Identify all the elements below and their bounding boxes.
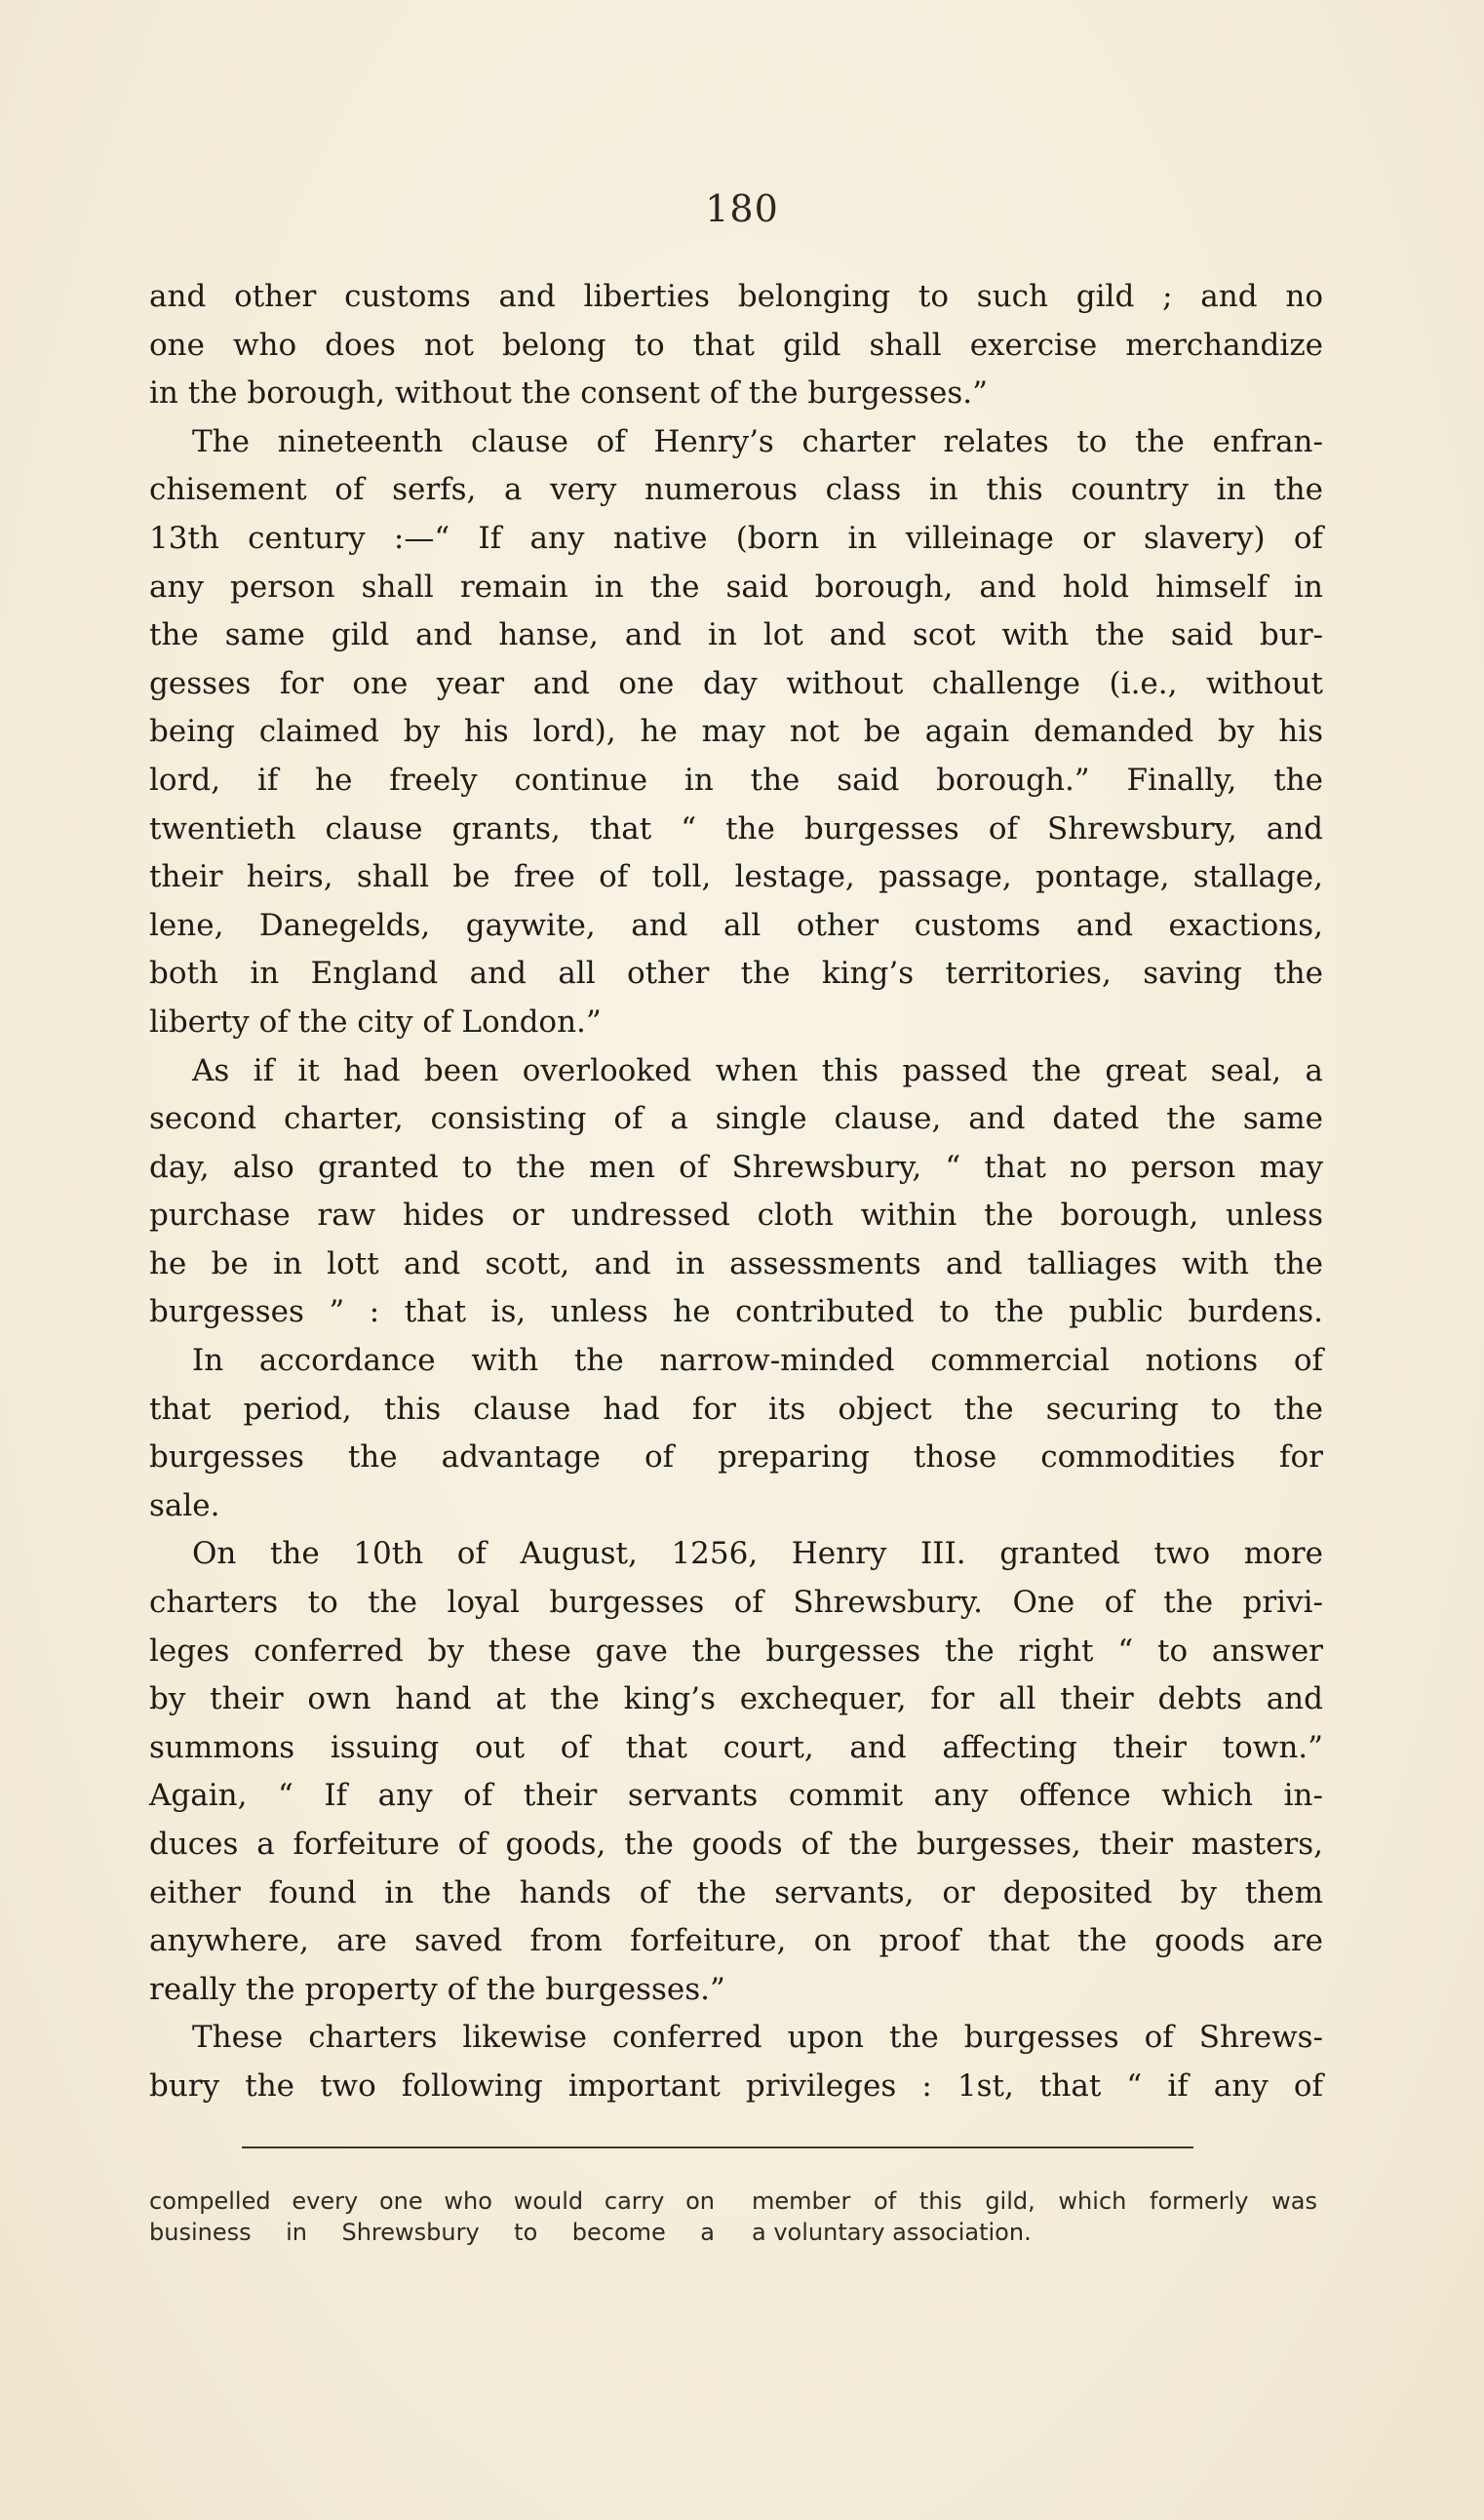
text-line: Again, “ If any of their servants commit any offence which in-	[149, 1778, 1323, 1814]
text-line: bury the two following important privileges : 1st, that “ if any of	[149, 2067, 1323, 2104]
text-line: In accordance with the narrow-minded commercial notions of	[192, 1343, 1323, 1379]
footnote-line: member of this gild, which formerly was	[752, 2187, 1317, 2215]
paragraph	[149, 2014, 1323, 2110]
text-line: any person shall remain in the said borough, and hold himself in	[149, 569, 1323, 605]
text-line: he be in lott and scott, and in assessments and talliages with the	[149, 1245, 1323, 1281]
text-line: anywhere, are saved from forfeiture, on proof that the goods are	[149, 1923, 1323, 1959]
text-line: lord, if he freely continue in the said borough.” Finally, the	[149, 762, 1323, 798]
text-line: both in England and all other the king’s territories, saving the	[149, 956, 1323, 992]
text-line: duces a forfeiture of goods, the goods of the burgesses, their masters,	[149, 1827, 1323, 1862]
text-line: by their own hand at the king’s exchequer, for all their debts and	[149, 1681, 1323, 1717]
text-line: lene, Danegelds, gaywite, and all other customs and exactions,	[149, 907, 1323, 943]
text-line: in the borough, without the consent of the burgesses.”	[149, 375, 988, 412]
footnote-column-right	[752, 2185, 1317, 2248]
text-line: purchase raw hides or undressed cloth within the borough, unless	[149, 1198, 1323, 1234]
text-line: burgesses ” : that is, unless he contributed to the public burdens.	[149, 1294, 1323, 1330]
text-line: the same gild and hanse, and in lot and scot with the said bur-	[149, 617, 1323, 653]
page-number: 180	[705, 187, 779, 230]
text-line: On the 10th of August, 1256, Henry III. granted two more	[192, 1536, 1323, 1572]
text-line: leges conferred by these gave the burgesses the right “ to answer	[149, 1633, 1323, 1669]
text-line: second charter, consisting of a single clause, and dated the same	[149, 1101, 1323, 1137]
paragraph	[149, 418, 1323, 1047]
footnote-line: business in Shrewsbury to become a	[149, 2219, 715, 2246]
text-line: The nineteenth clause of Henry’s charter relates to the enfran-	[192, 423, 1323, 459]
paragraph	[149, 273, 1323, 418]
text-line: summons issuing out of that court, and affecting their town.”	[149, 1729, 1323, 1765]
footnote-column-left	[149, 2185, 715, 2248]
footnote-line: a voluntary association.	[752, 2219, 1032, 2246]
text-line: gesses for one year and one day without challenge (i.e., without	[149, 665, 1323, 701]
footnote-line: compelled every one who would carry on	[149, 2187, 715, 2215]
text-line: These charters likewise conferred upon the burgesses of Shrews-	[192, 2020, 1323, 2056]
body-text	[149, 273, 1323, 2111]
text-line: burgesses the advantage of preparing those commodities for	[149, 1439, 1323, 1476]
text-line: that period, this clause had for its object the securing to the	[149, 1391, 1323, 1427]
text-line: one who does not belong to that gild shall exercise merchandize	[149, 327, 1323, 363]
text-line: really the property of the burgesses.”	[149, 1971, 725, 2007]
text-line: and other customs and liberties belonging to such gild ; and no	[149, 279, 1323, 314]
text-line: 13th century :—“ If any native (born in villeinage or slavery) of	[149, 520, 1323, 556]
text-line: day, also granted to the men of Shrewsbury, “ that no person may	[149, 1149, 1323, 1185]
text-line: charters to the loyal burgesses of Shrewsbury. One of the privi-	[149, 1585, 1323, 1621]
text-line: chisement of serfs, a very numerous class in this country in the	[149, 472, 1323, 508]
text-line: twentieth clause grants, that “ the burgesses of Shrewsbury, and	[149, 810, 1323, 847]
footnote-rule	[242, 2146, 1193, 2148]
paragraph	[149, 1530, 1323, 2014]
text-line: their heirs, shall be free of toll, lestage, passage, pontage, stallage,	[149, 859, 1323, 895]
text-line: being claimed by his lord), he may not be again demanded by his	[149, 714, 1323, 750]
text-line: either found in the hands of the servants, or deposited by them	[149, 1874, 1323, 1910]
text-line: liberty of the city of London.”	[149, 1004, 602, 1040]
text-line: As if it had been overlooked when this passed the great seal, a	[192, 1052, 1323, 1088]
text-line: sale.	[149, 1487, 220, 1523]
paragraph	[149, 1047, 1323, 1531]
